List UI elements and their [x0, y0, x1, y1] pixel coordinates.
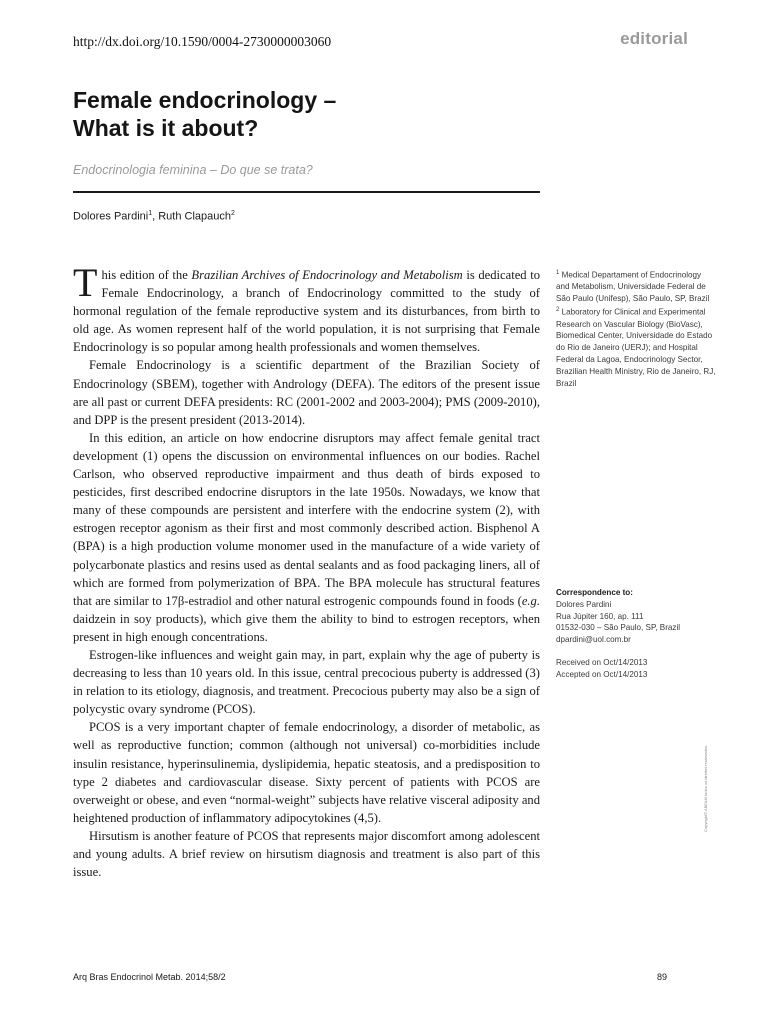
page-number: 89 — [656, 972, 667, 982]
title-line-1: Female endocrinology – — [73, 87, 337, 113]
paragraph-text: is dedicated to Female Endocrinology, a branch of Endocrinology committed to the study of hormonal regulation of the female reproductive system and its disturbances, from birth to old age. As women represent half of the world population, it is not surprising that Female Endocrinology is so popular among health professionals and women themselves. — [73, 268, 540, 355]
author-affiliation-mark: 2 — [231, 210, 235, 217]
article-title — [73, 86, 543, 142]
body-paragraph: Estrogen-like influences and weight gain may, in part, explain why the age of puberty is decreasing to less than 10 years old. In this issue, central precocious puberty is addressed (3) in relation to its etiology, diagnosis, and treatment. Precocious puberty may also be a sign of polycystic ovary syndrome (PCOS). — [73, 647, 540, 717]
correspondence-street: Rua Júpiter 160, ap. 111 — [556, 611, 644, 621]
author-name: Ruth Clapauch — [158, 210, 232, 223]
body-paragraph: Female Endocrinology is a scientific department of the Brazilian Society of Endocrinology (SBEM), together with Andrology (DEFA). The editors of the present issue are all past or current DEFA presidents: RC (2001-2002 and 2003-2004); PMS (2009-2010), and DPP is the present president (2013-2014). — [73, 358, 540, 427]
correspondence-heading: Correspondence to: — [556, 588, 633, 597]
article-subtitle: Endocrinologia feminina – Do que se trata? — [73, 163, 313, 177]
body-paragraph — [73, 429, 540, 646]
doi-link[interactable]: http://dx.doi.org/10.1590/0004-2730000003060 — [73, 34, 332, 49]
received-date: Received on Oct/14/2013 — [556, 658, 648, 667]
correspondence-name: Dolores Pardini — [556, 599, 612, 609]
journal-citation: Arq Bras Endocrinol Metab. 2014;58/2 — [73, 972, 226, 982]
affiliations — [556, 268, 716, 389]
body-paragraph — [73, 260, 540, 356]
section-label: editorial — [620, 29, 688, 48]
affiliation — [556, 268, 716, 305]
paragraph-text: In this edition, an article on how endocrine disruptors may affect female genital tract development (1) opens the discussion on environmental influences on our bodies. Rachel Carlson, who observed reproductive impairment and thus death of birds exposed to pesticides, first described endocrine disruptors in the late 1950s. Nowadays, we know that many of these compounds are persistent and interfere with the endocrine system (2), with estrogen receptor agonism as their first and most commonly described action. Bisphenol A (BPA) is a high production volume monomer used in the manufacture of a wide variety of polycarbonate plastics and resins used as dental sealants and as food packaging liners, all of which are formed from polymerization of BPA. The BPA molecule has structural features that are similar to 17β-estradiol and other natural estrogenic compounds found in foods ( — [73, 430, 540, 608]
drop-cap: T — [73, 260, 98, 305]
article-body — [73, 260, 540, 881]
title-divider — [73, 191, 540, 193]
copyright-notice: Copyright© ABE&M todos os direitos reservados. — [703, 744, 708, 832]
body-paragraph: Hirsutism is another feature of PCOS that represents major discomfort among adolescent and young adults. A brief review on hirsutism diagnosis and treatment is also part of this issue. — [73, 828, 540, 880]
affiliation-mark: 1 — [556, 270, 560, 276]
affiliation-mark: 2 — [556, 307, 560, 314]
author-list — [73, 210, 235, 223]
accepted-date: Accepted on Oct/14/2013 — [556, 669, 648, 679]
paragraph-text: daidzein in soy products), which give them the ability to bind to estrogen receptors, when present in high enough concentrations. — [73, 611, 540, 644]
italic-abbreviation: e.g. — [521, 593, 540, 608]
author-name: Dolores Pardini — [73, 210, 149, 223]
author-affiliation-mark: 1 — [148, 210, 153, 217]
affiliation — [556, 305, 716, 389]
author-separator: , — [152, 210, 159, 223]
title-line-2: What is it about? — [73, 115, 259, 141]
correspondence-email[interactable]: dpardini@uol.com.br — [556, 635, 631, 645]
article-dates — [556, 657, 716, 681]
journal-name: Brazilian Archives of Endocrinology and Metabolism — [191, 268, 463, 282]
correspondence-city: 01532-030 – São Paulo, SP, Brazil — [556, 623, 681, 633]
body-paragraph: PCOS is a very important chapter of female endocrinology, a disorder of metabolic, as well as reproductive function; common (although not universal) co-morbidities include insulin resistance, hyperinsulinemia, dyslipidemia, hepatic steatosis, and a predisposition to type 2 diabetes and cardiovascular disease. Sixty percent of patients with PCOS are overweight or obese, and even “normal-weight” subjects have relative visceral adiposity and heightened production of inflammatory adipocytokines (4,5). — [73, 720, 540, 825]
correspondence-block — [556, 587, 716, 646]
affiliation-text: Medical Departament of Endocrinology and Metabolism, Universidade Federal de São Paulo (Unifesp), São Paulo, SP, Brazil — [556, 270, 710, 304]
paragraph-text: his edition of the — [101, 268, 192, 282]
affiliation-text: Laboratory for Clinical and Experimental Research on Vascular Biology (BioVasc), Biomedical Center, Universidade do Estado do Rio de Janeiro (UERJ); and Hospital Federal da Lagoa, Endocrinology Sector, Brazilian Health Ministry, Rio de Janeiro, RJ, Brazil — [556, 307, 716, 388]
